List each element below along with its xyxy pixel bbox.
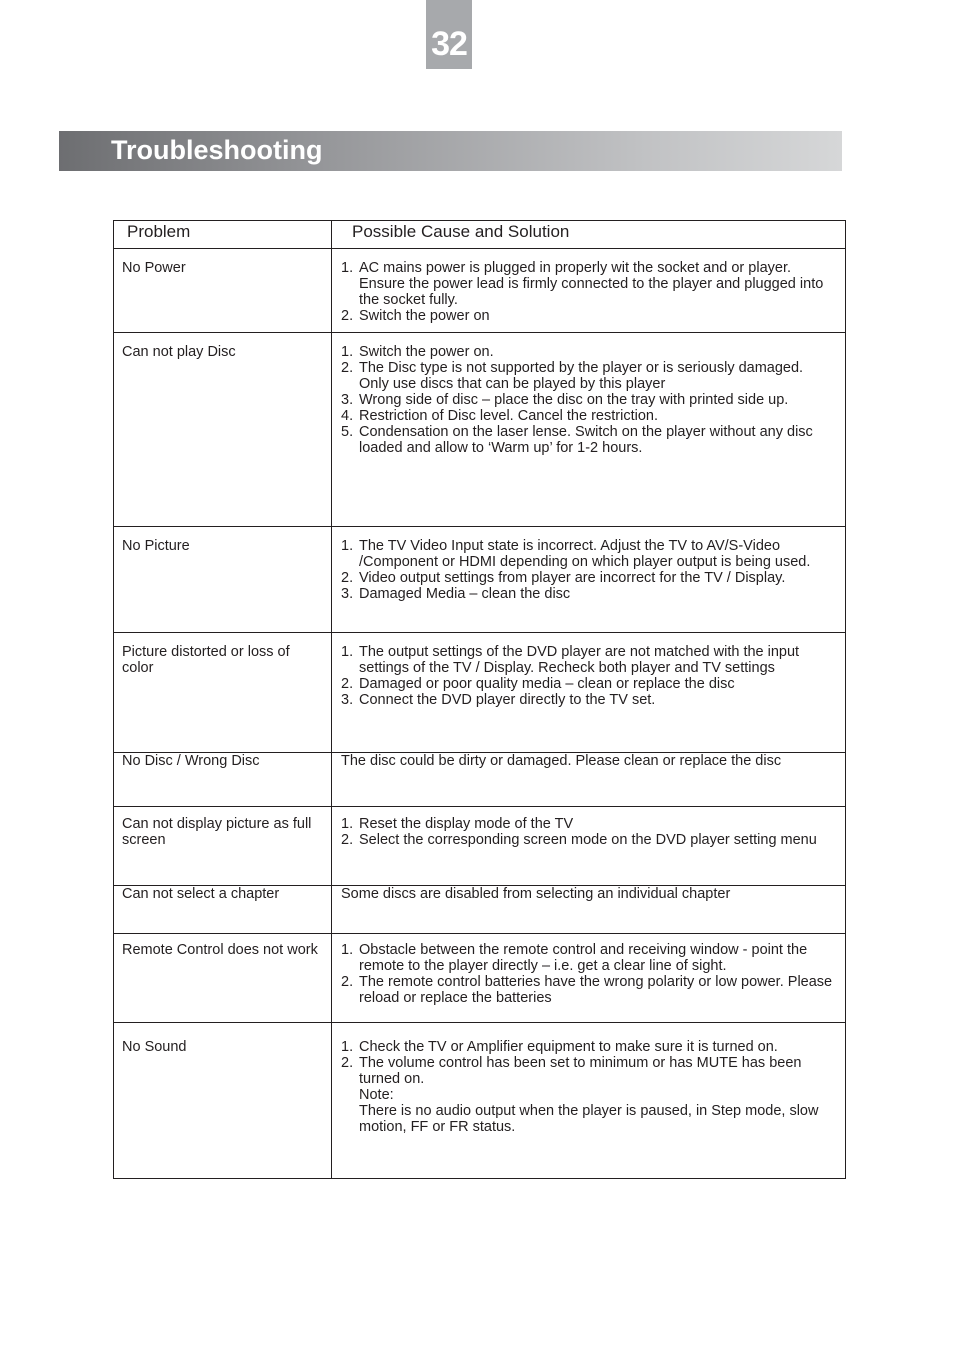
problem-cell: Can not play Disc [114,333,332,527]
solution-step: 2. The volume control has been set to minimum or has MUTE has been turned on. Note: There is no audio output when the player is paused, in Step mode, slow motion, FF or FR status. [341,1055,835,1135]
solution-cell [332,807,846,886]
table-row [114,527,846,633]
solution-step: 5. Condensation on the laser lense. Switch on the player without any disc loaded and allow to ‘Warm up’ for 1-2 hours. [341,424,813,456]
solution-cell [332,633,846,753]
solution-cell [332,249,846,333]
table-row [114,753,846,807]
table-row [114,934,846,1023]
solution-cell [332,527,846,633]
solution-step: 3. Wrong side of disc – place the disc on the tray with printed side up. [341,392,789,408]
section-title-bar [59,131,842,171]
solution-step: 4. Restriction of Disc level. Cancel the restriction. [341,408,658,424]
solution-step: 3. Connect the DVD player directly to the TV set. [341,692,656,708]
solution-step: 2. Video output settings from player are incorrect for the TV / Display. [341,570,786,586]
note-text: There is no audio output when the player is paused, in Step mode, slow motion, FF or FR status. [359,1103,819,1135]
page-number: 32 [426,0,472,69]
solution-step: 1. The output settings of the DVD player are not matched with the input settings of the TV / Display. Recheck both player and TV settings [341,644,800,676]
solution-cell: Some discs are disabled from selecting an individual chapter [332,886,846,934]
table-row [114,807,846,886]
solution-cell [332,1023,846,1179]
solution-cell: The disc could be dirty or damaged. Please clean or replace the disc [332,753,846,807]
solution-step: 1. Check the TV or Amplifier equipment to make sure it is turned on. [341,1039,778,1055]
solution-steps [341,1039,835,1135]
table-row [114,333,846,527]
solution-steps [341,344,835,456]
solution-steps [341,816,835,848]
table-header-row [114,221,846,249]
section-title: Troubleshooting [111,135,323,165]
solution-step: 2. Switch the power on [341,308,490,324]
table-row [114,1023,846,1179]
note-label: Note: [359,1087,394,1103]
solution-steps [341,942,835,1006]
solution-step: 2. Damaged or poor quality media – clean or replace the disc [341,676,735,692]
solution-step: 1. Switch the power on. [341,344,494,360]
solution-steps [341,644,835,708]
header-solution: Possible Cause and Solution [332,221,846,249]
solution-step: 1. Reset the display mode of the TV [341,816,574,832]
problem-cell: No Disc / Wrong Disc [114,753,332,807]
solution-step: 2. The remote control batteries have the wrong polarity or low power. Please reload or replace the batteries [341,974,833,1006]
problem-cell: Picture distorted or loss of color [114,633,332,753]
solution-step: 1. Obstacle between the remote control and receiving window - point the remote to the player directly – i.e. get a clear line of sight. [341,942,808,974]
problem-cell: No Picture [114,527,332,633]
solution-steps [341,538,835,602]
solution-step: 1. AC mains power is plugged in properly wit the socket and or player. Ensure the power lead is firmly connected to the player and plugged into the socket fully. [341,260,824,308]
table-row [114,886,846,934]
problem-cell: No Power [114,249,332,333]
problem-cell: No Sound [114,1023,332,1179]
solution-step: 2. The Disc type is not supported by the player or is seriously damaged. Only use discs that can be played by this player [341,360,804,392]
header-problem: Problem [114,221,332,249]
solution-cell [332,333,846,527]
solution-step: 2. Select the corresponding screen mode on the DVD player setting menu [341,832,817,848]
solution-steps [341,260,835,324]
troubleshooting-table [113,220,846,1179]
solution-cell [332,934,846,1023]
problem-cell: Can not display picture as full screen [114,807,332,886]
table-row [114,249,846,333]
table-row [114,633,846,753]
problem-cell: Remote Control does not work [114,934,332,1023]
solution-step: 1. The TV Video Input state is incorrect. Adjust the TV to AV/S-Video /Component or HDMI depending on which player output is being used. [341,538,811,570]
problem-cell: Can not select a chapter [114,886,332,934]
solution-step: 3. Damaged Media – clean the disc [341,586,571,602]
